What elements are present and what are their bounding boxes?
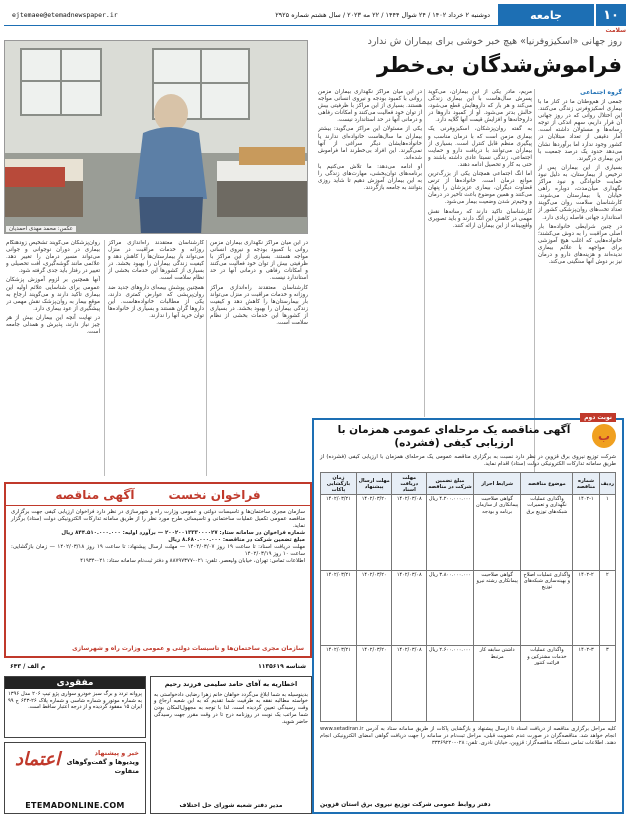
- paragraph: اما انگ اجتماعی همچنان یکی از بزرگ‌ترین موانع درمان است. خانواده‌ها از ترس قضاوت دیگران، بیماری عزیزشان را پنهان می‌کنند و همین موضوع باعث تاخیر در درمان و وخیم‌تر شدن وضعیت بیمار می‌شود.: [428, 171, 532, 206]
- call-body: [6, 506, 310, 568]
- article-byline: گروه اجتماعی: [580, 89, 622, 96]
- promo-text: [67, 749, 139, 776]
- cell-receive-deadline: ۱۴۰۲/۰۳/۰۸: [392, 570, 427, 646]
- court-notice-signature: مدیر دفتر شعبه شورای حل اختلاف: [179, 802, 283, 809]
- ad-code-right: شناسه ۱۱۳۵۶۱۹: [258, 662, 306, 670]
- lost-notice-body: پروانه تردد و برگ سبز خودرو سواری پژو تیپ ۲۰۶ مدل ۱۳۹۶ به شماره موتور و شماره شاسی و شماره پلاک ۲۶-۶۴۳ ج ۹۹ ایران ۱۵ مفقود گردیده و از درجه اعتبار ساقط است.: [8, 691, 142, 711]
- paragraph: به گفته روان‌پزشکان، اسکیزوفرنی یک بیماری مزمن است که با درمان مناسب و پیگیری منظم قابل کنترل است. بسیاری از بیماران می‌توانند با دریافت دارو و حمایت اجتماعی، زندگی نسبتا عادی داشته باشند و حتی به کار و تحصیل ادامه دهند.: [428, 126, 532, 168]
- cell-row-number: ۳: [599, 646, 615, 722]
- court-notice-title: اخطاریه به آقای حامد سلیمی فرزند رحیم: [164, 680, 298, 688]
- paragraph: یکی از مسئولان این مراکز می‌گوید: بیشتر بیماران ما سال‌هاست خانواده‌ای ندارند یا خانواده‌هایشان دیگر سراغی از آنها نمی‌گیرند. این افراد بی‌خطرند اما فراموش شده‌اند.: [318, 126, 422, 161]
- cell-tender-number: ۱۴۰۲-۲: [573, 570, 599, 646]
- paragraph: بسیاری از این بیماران پس از ترخیص از بیمارستان، به دلیل نبود حمایت خانوادگی و نبود مراکز نگهداری میان‌مدت، دوباره راهی خیابان یا بیمارستان می‌شوند. کارشناسان سلامت روان می‌گویند تعداد تخت‌های روان‌پزشکی کشور از استاندارد جهانی فاصله زیادی دارد.: [538, 164, 622, 221]
- promo-line-3: متفاوت: [114, 767, 139, 775]
- hospital-ward-image: [4, 41, 307, 234]
- article-column-4: [108, 240, 204, 476]
- paragraph: جمعی از هم‌وطنان ما در کنار ما با بیماری اسکیزوفرنی زندگی می‌کنند. این اختلال روانی که در روز جهانی آن قرار داریم، سهم اندکی از توجه رسانه‌ها و مسئولان داشته است. آمار دقیقی از تعداد مبتلایان در کشور وجود ندارد اما برآوردها نشان می‌دهد حدود یک درصد جمعیت با این بیماری درگیرند.: [538, 99, 622, 162]
- paragraph: کارشناسان تاکید دارند که رسانه‌ها نقش مهمی در کاهش این انگ دارند و باید تصویری واقع‌بینانه از این بیماران ارائه کنند.: [428, 208, 532, 229]
- article-headline: فراموش‌شدگان بی‌خطر: [376, 53, 622, 77]
- lost-notice-title: مفقودی: [5, 677, 145, 689]
- tender-round-tag: نوبت دوم: [580, 413, 616, 422]
- cell-row-number: ۱: [599, 495, 615, 571]
- tender-intro: شرکت توزیع نیروی برق قزوین در نظر دارد نسبت به برگزاری مناقصه عمومی یک مرحله‌ای همزمان با ارزیابی کیفی (فشرده) از طریق سامانه تدارکات الکترونیکی دولت (ستاد) اقدام نماید.: [320, 454, 616, 467]
- paragraph: در این میان مراکز نگهداری بیماران مزمن روانی با کمبود بودجه و نیروی انسانی مواجه هستند. بسیاری از این مراکز با ظرفیتی بیش از توان خود فعالیت می‌کنند و امکانات رفاهی و درمانی آنها در حد استاندارد نیست.: [318, 89, 422, 124]
- column-header: زمان بازگشایی پاکات: [321, 473, 357, 495]
- article-photo: [4, 40, 308, 234]
- section-title: جامعه: [498, 4, 594, 26]
- cell-requirements: داشتن سابقه کار مرتبط: [473, 646, 521, 722]
- cell-submit-deadline: ۱۴۰۲/۰۳/۲۰: [356, 646, 392, 722]
- paragraph: مریم، مادر یکی از این بیماران، می‌گوید پسرش سال‌هاست با این بیماری زندگی می‌کند و هر بار که داروهایش قطع می‌شود، حالش بدتر می‌شود. او از کمبود داروها در داروخانه‌ها و افزایش قیمت آنها گلایه دارد.: [428, 89, 532, 124]
- column-header: مهلت دریافت اسناد: [392, 473, 427, 495]
- cell-bond: ۴.۲۰۰.۰۰۰.۰۰۰ ریال: [427, 495, 474, 571]
- ad-codes-strip: [4, 660, 312, 672]
- cell-submit-deadline: ۱۴۰۲/۰۳/۲۰: [356, 495, 392, 571]
- paragraph: روان‌پزشکان می‌گویند تشخیص زودهنگام بیماری در دوران نوجوانی و جوانی می‌تواند مسیر درمان را تغییر دهد. علائمی مانند گوشه‌گیری، افت تحصیلی و تغییر در رفتار باید جدی گرفته شود.: [6, 240, 100, 275]
- call-signature: سازمان مجری ساختمان‌ها و تاسیسات دولتی و عمومی وزارت راه و شهرسازی: [72, 645, 304, 652]
- paragraph: در این میان مراکز نگهداری بیماران مزمن روانی با کمبود بودجه و نیروی انسانی مواجه هستند. بسیاری از این مراکز با ظرفیتی بیش از توان خود فعالیت می‌کنند و امکانات رفاهی و درمانی آنها در حد استاندارد نیست.: [210, 240, 308, 282]
- cell-receive-deadline: ۱۴۰۲/۰۳/۰۸: [392, 646, 427, 722]
- paragraph: در چنین شرایطی خانواده‌ها بار اصلی مراقبت را به دوش می‌کشند؛ خانواده‌هایی که اغلب هیچ آموزشی برای مواجهه با علائم بیماری ندیده‌اند و هزینه‌های دارو و درمان نیز بر دوش آنها سنگینی می‌کند.: [538, 223, 622, 266]
- column-header: ردیف: [599, 473, 615, 495]
- paragraph: مهلت دریافت اسناد: تا ساعت ۱۹ روز ۱۴۰۲/۰۳/۰۷ — مهلت ارسال پیشنهاد: تا ساعت ۱۹ روز ۱۴۰۲/۰۳/۱۸ — زمان بازگشایی: ساعت ۱۰ روز ۱۴۰۲/۰۳/۱۹: [11, 544, 305, 557]
- call-title-right: فراخوان نخست: [168, 487, 261, 502]
- paragraph: همچنین پوشش بیمه‌ای داروهای جدید ضد روان‌پریشی که عوارض کمتری دارند، یکی از مطالبات خانواده‌هاست. این داروها گران هستند و بسیاری از خانواده‌ها توان خرید آنها را ندارند.: [108, 284, 204, 319]
- cell-requirements: گواهی صلاحیت پیمانکاری رشته نیرو: [473, 570, 521, 646]
- cell-bond: ۲.۶۰۰.۰۰۰.۰۰۰ ریال: [427, 646, 474, 722]
- table-row: [321, 495, 616, 571]
- table-row: [321, 570, 616, 646]
- photo-caption: عکس: محمد مهدی احمدیان: [6, 226, 76, 232]
- call-for-tender-advertisement: [4, 482, 312, 658]
- cell-requirements: گواهی صلاحیت پیمانکاری از سازمان برنامه و بودجه: [473, 495, 521, 571]
- cell-submit-deadline: ۱۴۰۲/۰۳/۲۰: [356, 570, 392, 646]
- page-header: [4, 4, 626, 26]
- column-header: مبلغ تضمین شرکت در مناقصه: [427, 473, 474, 495]
- lost-notice: [4, 676, 146, 738]
- cell-subject: واگذاری عملیات نگهداری و تعمیرات شبکه‌های توزیع برق: [521, 495, 573, 571]
- column-divider: [104, 240, 105, 476]
- etemad-logo-icon: اعتماد: [15, 749, 61, 770]
- cell-tender-number: ۱۴۰۲-۱: [573, 495, 599, 571]
- column-header: شرایط احراز: [473, 473, 521, 495]
- header-info: [4, 4, 498, 26]
- promo-line-2: ویدیوها و گفت‌وگوهای: [66, 758, 139, 766]
- page-number: ۱۰: [596, 4, 626, 26]
- paragraph: کارشناسان معتقدند راه‌اندازی مراکز روزانه و خدمات مراقبت در منزل می‌تواند بار بیمارستان‌ها را کاهش دهد و کیفیت زندگی بیماران را بهبود بخشد. در بسیاری از کشورها این خدمات بخشی از نظام سلامت است.: [210, 284, 308, 327]
- court-notice: [150, 676, 312, 814]
- article-column-6: [210, 240, 308, 476]
- paragraph: شماره فراخوان در سامانه ستاد: ۲۰۰۲۰۰۱۳۳۳۰۰۰۰۲۷ — برآورد اولیه: ۸۴۴.۵۱۰.۰۰۰.۰۰۰ ریال: [61, 530, 305, 536]
- table-header-row: [321, 473, 616, 495]
- ad-code-left: م الف / ۶۴۳: [10, 662, 46, 670]
- tender-table: [320, 472, 616, 722]
- article-column-5: [6, 240, 100, 476]
- power-company-logo-icon: ب: [592, 424, 616, 448]
- column-header: موضوع مناقصه: [521, 473, 573, 495]
- paragraph: آنها همچنین بر لزوم آموزش پزشکان عمومی برای شناسایی علائم اولیه این بیماری تاکید دارند و می‌گویند ارجاع به موقع بیمار به روان‌پزشک نقش مهمی در پیشگیری از عود بیماری دارد.: [6, 277, 100, 312]
- article-column-2: [428, 89, 532, 417]
- cell-subject: واگذاری عملیات خدمات مشترکین و قرائت کنتور: [521, 646, 573, 722]
- call-header: [6, 484, 310, 506]
- paragraph: مبلغ تضمین شرکت در مناقصه: ۸.۶۸۰.۰۰۰.۰۰۰ ریال: [168, 537, 305, 543]
- column-header: شماره مناقصه: [573, 473, 599, 495]
- cell-opening-date: ۱۴۰۲/۰۳/۲۱: [321, 646, 357, 722]
- section-email[interactable]: ejtemaee@etemadnewspaper.ir: [12, 10, 118, 19]
- paragraph: در نهایت آنچه این بیماران بیش از هر چیز نیاز دارند، پذیرش و همدلی جامعه است.: [6, 314, 100, 336]
- cell-row-number: ۲: [599, 570, 615, 646]
- paragraph: اطلاعات تماس: تهران، خیابان ولیعصر. تلفن: ۰۲۱-۸۸۷۹۷۳۷۷ و دفتر ثبت‌نام سامانه ستاد: ۰۲۱-۴۱۹۳۴: [80, 558, 305, 564]
- article-column-3: [318, 89, 422, 417]
- tender-footer-text: کلیه مراحل برگزاری مناقصه از دریافت اسناد تا ارسال پیشنهاد و بازگشایی پاکات از طریق سامانه ستاد به آدرس www.setadiran.ir انجام خواهد شد. مناقصه‌گران در صورت عدم عضویت قبلی، مراحل ثبت‌نام در سامانه را جهت دریافت گواهی امضای الکترونیکی انجام دهند. اطلاعات تماس دستگاه مناقصه‌گزار: قزوین، خیابان نادری. تلفن: ۰۲۸-۳۳۳۶۹۲۲۰: [320, 726, 616, 746]
- cell-opening-date: ۱۴۰۲/۰۳/۲۱: [321, 570, 357, 646]
- promo-line-1: خبر و پیشنهاد: [94, 749, 139, 757]
- tender-advertisement: [312, 414, 624, 814]
- issue-date-line: دوشنبه ۲ خرداد ۱۴۰۲ / ۲۴ شوال ۱۴۴۴ / ۲۲ مه ۲۰۲۳ / سال هشتم شماره ۲۹۲۵: [275, 10, 490, 19]
- article-kicker: روز جهانی «اسکیزوفرنیا» هیچ خبر خوشی برای بیماران ش ندارد: [367, 36, 622, 47]
- sub-section-label: سلامت: [605, 27, 626, 34]
- cell-tender-number: ۱۴۰۲-۳: [573, 646, 599, 722]
- column-divider: [424, 89, 425, 417]
- promo-url-link[interactable]: ETEMADONLINE.COM: [25, 801, 125, 810]
- call-title-left: آگهی مناقصه: [55, 487, 135, 502]
- cell-subject: واگذاری عملیات اصلاح و بهینه‌سازی شبکه‌های توزیع: [521, 570, 573, 646]
- court-notice-body: بدینوسیله به شما ابلاغ می‌گردد خواهان خانم زهرا رضایی دادخواستی به خواسته مطالبه نفقه به طرفیت شما تقدیم که به این شعبه ارجاع و وقت رسیدگی تعیین گردیده است. لذا با توجه به مجهول‌المکان بودن شما مراتب یک نوبت در روزنامه درج تا در وقت مقرر جهت رسیدگی حاضر شوید.: [154, 691, 308, 725]
- paragraph: او ادامه می‌دهد: ما تلاش می‌کنیم با برنامه‌های توان‌بخشی، مهارت‌های زندگی را به این بیماران آموزش دهیم تا شاید روزی بتوانند به جامعه بازگردند.: [318, 163, 422, 192]
- column-divider: [206, 240, 207, 476]
- etemad-online-promo[interactable]: [4, 742, 146, 814]
- cell-receive-deadline: ۱۴۰۲/۰۳/۰۸: [392, 495, 427, 571]
- paragraph: کارشناسان معتقدند راه‌اندازی مراکز روزانه و خدمات مراقبت در منزل می‌تواند بار بیمارستان‌ها را کاهش دهد و کیفیت زندگی بیماران را بهبود بخشد. در بسیاری از کشورها این خدمات بخشی از نظام سلامت است.: [108, 240, 204, 282]
- column-header: مهلت ارسال پیشنهاد: [356, 473, 392, 495]
- cell-bond: ۳.۸۰۰.۰۰۰.۰۰۰ ریال: [427, 570, 474, 646]
- tender-signature: دفتر روابط عمومی شرکت توزیع نیروی برق استان قزوین: [320, 801, 491, 808]
- paragraph: سازمان مجری ساختمان‌ها و تاسیسات دولتی و عمومی وزارت راه و شهرسازی در نظر دارد فراخوان ارزیابی کیفی جهت برگزاری مناقصه عمومی تکمیل عملیات ساختمانی و تاسیساتی طرح مورد نظر را از طریق سامانه تدارکات الکترونیکی دولت (ستاد) برگزار نماید.: [11, 509, 305, 529]
- tender-title: آگهی مناقصه یک مرحله‌ای عمومی همزمان با ارزیابی کیفی (فشرده): [337, 424, 571, 449]
- table-row: [321, 646, 616, 722]
- cell-opening-date: ۱۴۰۲/۰۳/۲۱: [321, 495, 357, 571]
